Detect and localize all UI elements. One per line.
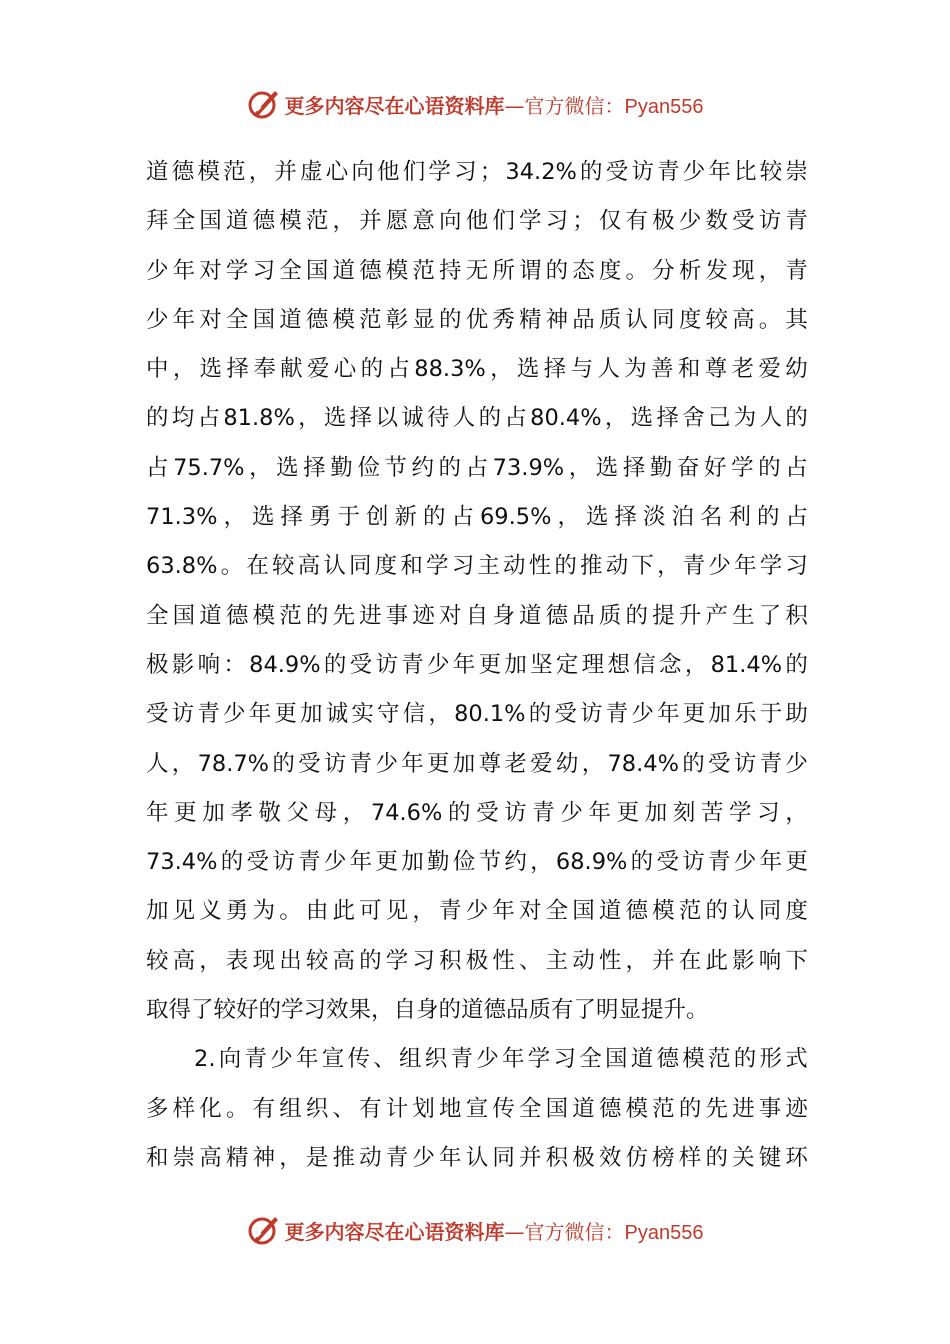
banner-wechat-id: Pyan556 [624, 95, 704, 118]
banner-wechat-label: 官方微信： [524, 1219, 625, 1244]
banner-wechat-id: Pyan556 [624, 1221, 704, 1244]
text-line: 受 访 青 少 年 更 加 诚 实 守 信 ， 80.1% 的 受 访 青 少 年 更 加 乐 于 助 [146, 701, 808, 728]
banner-dash: — [504, 1219, 525, 1244]
text-line: 63.8% 。 在 较 高 认 同 度 和 学 习 主 动 性 的 推 动 下 ， 青 少 年 学 习 [146, 553, 808, 580]
banner-main-text: 更多内容尽在心语资料库 [284, 93, 505, 118]
text-line: 多 样 化 。 有 组 织 、 有 计 划 地 宣 传 全 国 道 德 模 范 的 先 进 事 迹 [146, 1095, 808, 1122]
text-line: 加 见 义 勇 为 。 由 此 可 见 ， 青 少 年 对 全 国 道 德 模 范 的 认 同 度 [146, 898, 808, 925]
text-line: 和 崇 高 精 神 ， 是 推 动 青 少 年 认 同 并 积 极 效 仿 榜 样 的 关 键 环 [146, 1144, 808, 1171]
banner-dash: — [504, 93, 525, 118]
text-line: 中 ， 选 择 奉 献 爱 心 的 占 88.3% ， 选 择 与 人 为 善 和 尊 老 爱 幼 [146, 356, 808, 383]
text-line: 拜 全 国 道 德 模 范 ， 并 愿 意 向 他 们 学 习 ； 仅 有 极 少 数 受 访 青 [146, 208, 808, 235]
footer-banner [0, 1210, 950, 1250]
text-line: 2. 向 青 少 年 宣 传 、 组 织 青 少 年 学 习 全 国 道 德 模 范 的 形 式 [194, 1046, 808, 1073]
document-body [146, 148, 808, 1183]
text-line: 道 德 模 范 ， 并 虚 心 向 他 们 学 习 ； 34.2% 的 受 访 青 少 年 比 较 崇 [146, 159, 808, 185]
text-line: 少 年 对 学 习 全 国 道 德 模 范 持 无 所 谓 的 态 度 。 分 析 发 现 ， 青 [146, 257, 808, 284]
text-line: 占 75.7% ， 选 择 勤 俭 节 约 的 占 73.9% ， 选 择 勤 奋 好 学 的 占 [146, 454, 808, 481]
quill-logo-icon [247, 87, 281, 121]
text-line: 少 年 对 全 国 道 德 模 范 彰 显 的 优 秀 精 神 品 质 认 同 度 较 高 。 其 [146, 306, 808, 333]
quill-logo-icon [247, 1213, 281, 1247]
banner-wechat-label: 官方微信： [524, 93, 625, 118]
text-line: 73.4% 的 受 访 青 少 年 更 加 勤 俭 节 约 ， 68.9% 的 受 访 青 少 年 更 [146, 849, 808, 876]
text-line: 人 ， 78.7% 的 受 访 青 少 年 更 加 尊 老 爱 幼 ， 78.4% 的 受 访 青 少 [146, 750, 808, 777]
text-line: 的 均 占 81.8% ， 选 择 以 诚 待 人 的 占 80.4% ， 选 择 舍 己 为 人 的 [146, 405, 808, 432]
text-line: 较 高 ， 表 现 出 较 高 的 学 习 积 极 性 、 主 动 性 ， 并 在 此 影 响 下 [146, 947, 808, 974]
text-line: 极 影 响 ： 84.9% 的 受 访 青 少 年 更 加 坚 定 理 想 信 念 ， 81.4% 的 [146, 651, 808, 678]
text-line: 年 更 加 孝 敬 父 母 ， 74.6% 的 受 访 青 少 年 更 加 刻 苦 学 习 ， [146, 799, 808, 826]
text-line: 全 国 道 德 模 范 的 先 进 事 迹 对 自 身 道 德 品 质 的 提 升 产 生 了 积 [146, 602, 808, 629]
banner-main-text: 更多内容尽在心语资料库 [284, 1219, 505, 1244]
text-line: 取得了较好的学习效果，自身的道德品质有了明显提升。 [146, 997, 709, 1024]
text-line: 71.3% ， 选 择 勇 于 创 新 的 占 69.5% ， 选 择 淡 泊 名 利 的 占 [146, 504, 808, 531]
header-banner [0, 84, 950, 124]
